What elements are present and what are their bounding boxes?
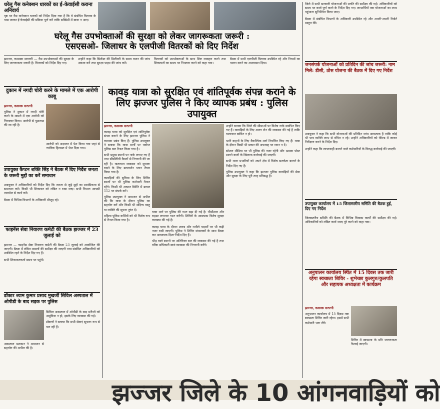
left-story4-text: सिविल अस्पताल में ओपीडी के बाद मरीजों को असुविधा न हो, इसके लिए व्यवस्था की गई। डॉक्टरों ने बताया कि सभी सेवाएं सुचारू रूप से चल रही हैं। <box>46 310 100 329</box>
vrule-left <box>102 86 103 378</box>
right-rule-1 <box>305 61 397 62</box>
left-story1-text2: आरोपी को अदालत में पेश किया गया जहां से न्यायिक हिरासत में भेज दिया गया। <box>46 142 100 151</box>
left-story1-headline-box <box>4 88 100 104</box>
bottom-banner-headline: झज्जर जिले के 10 आंगनवाड़ियों को <box>112 379 440 407</box>
main-headline: कावड़ यात्रा को सुरक्षित एवं शांतिपूर्वक संपन्न कराने के लिए झज्जर पुलिस ने किए व्यापक प्रबंध : पुलिस उपायुक्त <box>108 87 296 121</box>
lead-headline-line2: एसएसओ- जिलाधर के एलपीजी वितरकों को दिए निर्देश <box>65 42 239 52</box>
left-story1-text: झज्जर, कामस्क सरपणी पुलिस ने दुकान में नगदी चोरी करने के मामले में एक आरोपी को गिरफ्तार किया। आरोपी से पूछताछ की जा रही है। <box>4 104 44 127</box>
main-text-col1: झज्जर, कामस्क सरपणी कावड़ यात्रा को सुरक्षित एवं शांतिपूर्वक संपन्न कराने के लिए झज्जर पुलिस ने व्यापक प्रबंध किए हैं। पुलिस उपायुक्त ने बताया कि यात्रा मार्गों पर पर्याप्त पुलिस बल तैनात किया गया है। सभी प्रमुख स्थानों पर नाके लगाए गए हैं तथा सीसीटीवी कैमरों से निगरानी की जा रही है। यातायात व्यवस्था को सुचारू रखने के लिए डायवर्जन प्लान तैयार किया गया है। कावड़ियों की सुविधा के लिए शिविर स्थलों पर भी पुलिस कर्मचारी तैनात रहेंगे। किसी भी आपात स्थिति में डायल 112 पर संपर्क करें। पुलिस उपायुक्त ने आमजन से अपील की कि यात्रा के दौरान पुलिस का सहयोग करें और किसी भी संदिग्ध वस्तु या व्यक्ति की सूचना तुरंत दें। महिला पुलिस कर्मियों को भी विशेष रूप से तैनात किया गया है। <box>104 124 150 223</box>
top-photo-center <box>150 2 210 30</box>
left-story1-photo <box>46 104 100 140</box>
right-story2-text: जिलास्तरीय समिति की बैठक में विभिन्न विकास कार्यों की समीक्षा की गई। अधिकारियों को लंबित कार्य जल्द पूरे करने को कहा गया। <box>305 216 397 225</box>
main-headline-box <box>104 87 300 121</box>
lead-headline-line1: घरेलू गैस उपभोक्ताओं की सुरक्षा को लेकर जागरूकता जरूरी : <box>54 32 250 42</box>
top-left-text: पृष्ठ पर गैस कनेक्शन धारकों को निर्देश दिया गया है कि वे संबंधित वितरक के पास जाकर ई-केवाईसी की प्रक्रिया पूर्ण करें ताकि सब्सिडी में बाधा न आए। <box>4 14 96 23</box>
right-story1-photo <box>305 94 397 130</box>
left-story2-text: उपायुक्त ने अधिकारियों को निर्देश दिए कि जनता से जुड़े मुद्दों का प्राथमिकता से समाधान करें। किसी भी शिकायत को लंबित न रखा जाए। सभी विभाग आपसी तालमेल से कार्य करें। बैठक में विभिन्न विभागों के अधिकारी मौजूद रहे। <box>4 183 100 202</box>
bottom-banner <box>0 379 440 407</box>
top-left-heading: धरेलू गैस कनेक्शन धारकों का ई-केवाईसी कराना अनिवार्य <box>4 2 93 14</box>
right-story1-headline-box <box>305 63 397 93</box>
left-story4-text2: अस्पताल प्रशासन ने आमजन से सहयोग की अपील की है। <box>4 342 44 351</box>
left-rule-2 <box>4 166 100 167</box>
left-story1-headline: दुकान में नगदी चोरी करने के मामले में एक आरोपी काबू <box>6 88 98 100</box>
lead-text-col2: उन्होंने कहा कि सिलेंडर की डिलीवरी के समय वजन की जांच अवश्य करें तथा सुरक्षा पाइप की जांच करें। <box>78 57 150 66</box>
right-story2-headline: उपायुक्त कार्यालय में 15 जिलास्तरीय समिति की बैठक हुई, दिए गए निर्देश <box>305 201 393 211</box>
main-text-col3: उन्होंने बताया कि जिले की सीमाओं पर विशेष नाके स्थापित किए गए हैं। कावड़ियों के लिए अलग लेन की व्यवस्था की गई है ताकि यातायात बाधित न हो। भारी वाहनों के लिए वैकल्पिक मार्ग निर्धारित किए गए हैं। यात्रा के दौरान किसी भी प्रकार की अफवाह पर ध्यान न दें। सोशल मीडिया पर भी पुलिस की नजर रहेगी और भ्रामक पोस्ट डालने वालों के खिलाफ कार्रवाई की जाएगी। सभी थाना प्रभारियों को अपने क्षेत्र में विशेष सतर्कता बरतने के निर्देश दिए गए हैं। पुलिस उपायुक्त ने कहा कि झज्जर पुलिस कावड़ियों की सेवा और सुरक्षा के लिए पूरी तरह प्रतिबद्ध है। <box>226 124 300 179</box>
main-byline: झज्जर, कामस्क सरपणी <box>104 124 133 128</box>
lead-text-col4: बैठक में सभी एलपीजी वितरक उपस्थित रहे और नियमों का पालन करने का आश्वासन दिया। <box>230 57 300 66</box>
left-story4-headline: डॉक्टर श्याम कुमार प्रसाद मुखर्जी सिविल अस्पताल में ओपीडी के बाद सड़क पर पुलिस <box>4 294 93 305</box>
right-story3-headline-box <box>305 271 397 305</box>
left-story4-headline-box <box>4 294 100 308</box>
right-story3-photo <box>351 306 397 336</box>
right-rule-2 <box>305 199 397 200</box>
lead-text-col1: झज्जर, कामस्क सरपणी — गैस उपभोक्ताओं की सुरक्षा के लिए जागरूकता जरूरी है। वितरकों को निर्देश दिए गए। <box>4 57 74 66</box>
left-story3-headline: फाइनेंस सेवा निवारण कमेटी की बैठक झज्जर में 23 जुलाई को <box>5 227 99 239</box>
left-story3-headline-box <box>4 228 100 242</box>
top-left-story <box>4 2 96 30</box>
top-photo-left <box>98 2 146 30</box>
right-story3-headline: अनुपालन कार्यालय स्थित में 15 दिवस तक जारी रहेगा स्वच्छता शिविर - शुभेच्छा कुलगुरु/कुलपति और सहायक अध्यक्षता में कार्यक्रम <box>308 270 394 288</box>
top-photo-right <box>214 2 296 30</box>
right-story3-text: झज्जर, कामस्क सरपणी अनुपालन कार्यालय में 15 दिवस तक स्वच्छता शिविर जारी रहेगा। इसमें सभी कर्मचारी भाग लेंगे। <box>305 306 350 325</box>
main-rule <box>104 122 300 123</box>
left-story1-byline: झज्जर, कामस्क सरपणी <box>4 104 33 108</box>
left-rule-1 <box>4 86 100 87</box>
vrule-right <box>302 2 303 378</box>
main-photo-officer <box>152 124 224 208</box>
left-story3-text: झज्जर — फाइनेंस सेवा निवारण कमेटी की बैठक 23 जुलाई को आयोजित की जाएगी। बैठक में लंबित मामलों की समीक्षा की जाएगी तथा संबंधित अधिकारियों को उपस्थित रहने के निर्देश दिए गए हैं। सभी शिकायतकर्ता समय पर पहुंचें। <box>4 243 100 262</box>
lead-text-col3: वितरकों को उपभोक्ताओं के साथ शिष्ट व्यवहार करने तथा शिकायतों का समय पर निपटारा करने को कहा गया। <box>154 57 226 66</box>
lead-headline-block <box>4 32 300 54</box>
left-story2-headline: उपायुक्त कैप्टन शक्ति सिंह ने बैठक में दिए निर्देश जनता के जरूरी मुद्दों का करें समाधान <box>4 168 98 179</box>
right-story3-byline: झज्जर, कामस्क सरपणी <box>305 306 334 310</box>
right-story1-text: उपायुक्त ने कहा कि सभी योजनाओं की प्रतिदिन जांच आवश्यक है ताकि कोई भी पात्र व्यक्ति लाभ से वंचित न रहे। उन्होंने अधिकारियों को फील्ड में जाकर निरीक्षण करने के निर्देश दिए। उन्होंने कहा कि लापरवाही बरतने वाले कर्मचारियों के विरुद्ध कार्रवाई की जाएगी। <box>305 132 397 151</box>
left-story2-headline-box <box>4 168 100 182</box>
main-text-col2: यात्रा मार्ग पर पुलिस की गश्त बढ़ा दी गई है। पीसीआर और राइडर लगातार गश्त करेंगी। शिविरों के आसपास विशेष सुरक्षा व्यवस्था की गई है। कावड़ यात्रा के दौरान शराब और नशीले पदार्थों पर भी कड़ी नजर रखी जाएगी। पुलिस ने शिविर संचालकों के साथ बैठक कर आवश्यक दिशा-निर्देश दिए हैं। भीड़ वाले स्थानों पर अतिरिक्त बल की व्यवस्था की गई है तथा वरिष्ठ अधिकारी स्वयं व्यवस्था की निगरानी करेंगे। <box>152 210 224 248</box>
left-story4-photo <box>4 310 44 340</box>
left-rule-4 <box>4 292 100 293</box>
right-top-text: जिले में सभी सरकारी योजनाओं की प्रगति की समीक्षा की गई। अधिकारियों को समय पर कार्य पूर्ण करने के निर्देश दिए गए। लाभार्थियों तक योजनाओं का लाभ पहुंचाना सुनिश्चित किया जाए। बैठक में संबंधित विभागों के अधिकारी उपस्थित रहे और अपनी-अपनी रिपोर्ट प्रस्तुत की। <box>305 2 397 25</box>
right-story2-headline-box <box>305 201 397 215</box>
right-story1-headline: जनसंपर्क योजनाओं को प्रतिदिन की जांच जरूरी: नाम मिले: डीसी, ठोस योजना की बैठक में दिए गए निर्देश <box>305 63 395 74</box>
lead-rule <box>4 55 300 56</box>
right-story3-text2: शिविर में स्वच्छता के प्रति जागरूकता फैलाई जाएगी। <box>351 338 397 347</box>
